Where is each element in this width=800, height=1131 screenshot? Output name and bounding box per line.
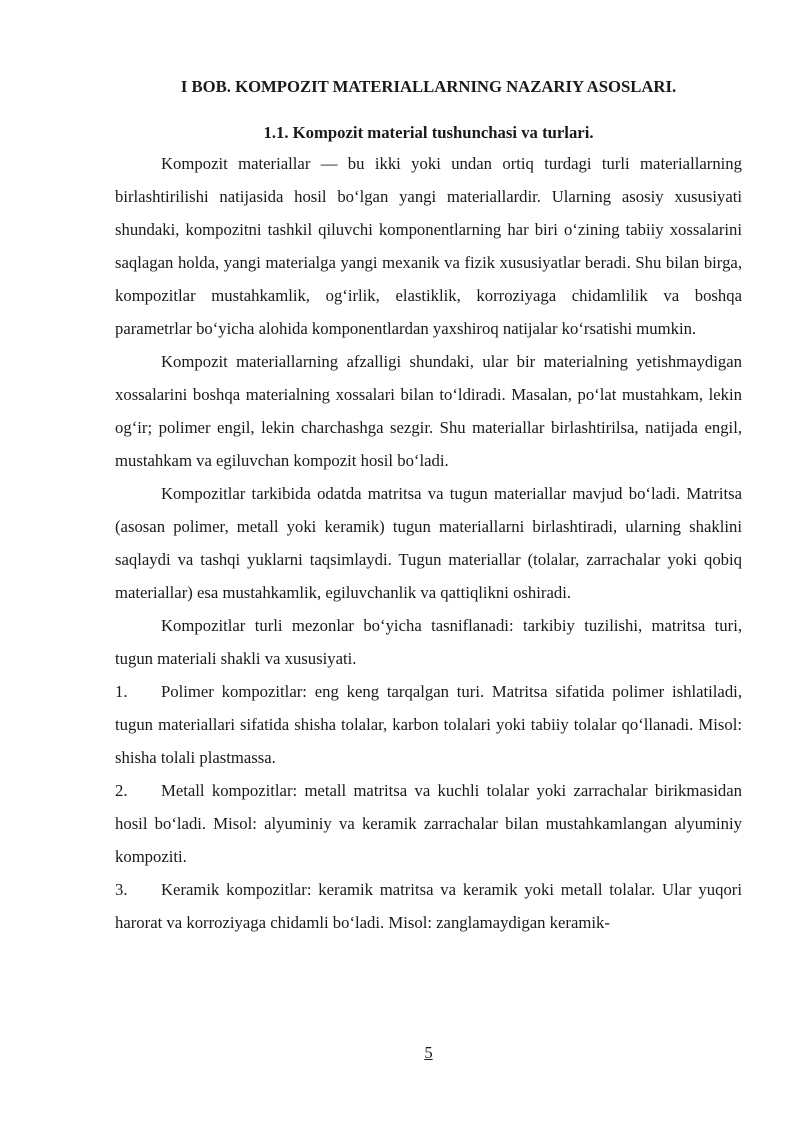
list-item-ceramic <box>115 873 742 939</box>
paragraph-advantages: Kompozit materiallarning afzalligi shundaki, ular bir materialning yetishmaydigan xossalarini boshqa materialning xossalari bilan to‘ldiradi. Masalan, po‘lat mustahkam, lekin og‘ir; polimer engil, lekin charchashga sezgir. Shu materiallar birlashtirilsa, natijada engil, mustahkam va egiluvchan kompozit hosil bo‘ladi. <box>115 352 742 470</box>
chapter-title: I BOB. KOMPOZIT MATERIALLARNING NAZARIY ASOSLARI. <box>180 77 677 96</box>
list-item-text: Metall kompozitlar: metall matritsa va kuchli tolalar yoki zarrachalar birikmasidan hosil bo‘ladi. Misol: alyuminiy va keramik zarrachalar bilan mustahkamlangan alyuminiy kompoziti. <box>115 781 742 866</box>
body-text <box>115 147 742 939</box>
list-number: 2. <box>115 781 128 800</box>
list-number: 3. <box>115 880 128 899</box>
list-item-metal <box>115 774 742 873</box>
section-title: 1.1. Kompozit material tushunchasi va turlari. <box>263 123 594 142</box>
page-number: 5 <box>424 1043 433 1062</box>
list-number: 1. <box>115 682 128 701</box>
paragraph-definition: Kompozit materiallar — bu ikki yoki undan ortiq turdagi turli materiallarning birlashtirilishi natijasida hosil bo‘lgan yangi materiallardir. Ularning asosiy xususiyati shundaki, kompozitni tashkil qiluvchi komponentlarning har biri o‘zining tabiiy xossalarini saqlagan holda, yangi materialga yangi mexanik va fizik xususiyatlar beradi. Shu bilan birga, kompozitlar mustahkamlik, og‘irlik, elastiklik, korroziyaga chidamlilik va boshqa parametrlar bo‘yicha alohida komponentlardan yaxshiroq natijalar ko‘rsatishi mumkin. <box>115 154 742 338</box>
list-item-text: Keramik kompozitlar: keramik matritsa va keramik yoki metall tolalar. Ular yuqori harorat va korroziyaga chidamli bo‘ladi. Misol: zanglamaydigan keramik- <box>115 880 742 932</box>
list-item-polymer <box>115 675 742 774</box>
list-item-text: Polimer kompozitlar: eng keng tarqalgan turi. Matritsa sifatida polimer ishlatiladi, tugun materiallari sifatida shisha tolalar, karbon tolalari yoki tabiiy tolalar qo‘llanadi. Misol: shisha tolali plastmassa. <box>115 682 742 767</box>
paragraph-matrix-reinforcement: Kompozitlar tarkibida odatda matritsa va tugun materiallar mavjud bo‘ladi. Matritsa (asosan polimer, metall yoki keramik) tugun materiallarni birlashtiradi, ularning shaklini saqlaydi va tashqi yuklarni taqsimlaydi. Tugun materiallar (tolalar, zarrachalar yoki qobiq materiallar) esa mustahkamlik, egiluvchanlik va qattiqlikni oshiradi. <box>115 484 742 602</box>
paragraph-classification: Kompozitlar turli mezonlar bo‘yicha tasniflanadi: tarkibiy tuzilishi, matritsa turi, tugun materiali shakli va xususiyati. <box>115 616 742 668</box>
